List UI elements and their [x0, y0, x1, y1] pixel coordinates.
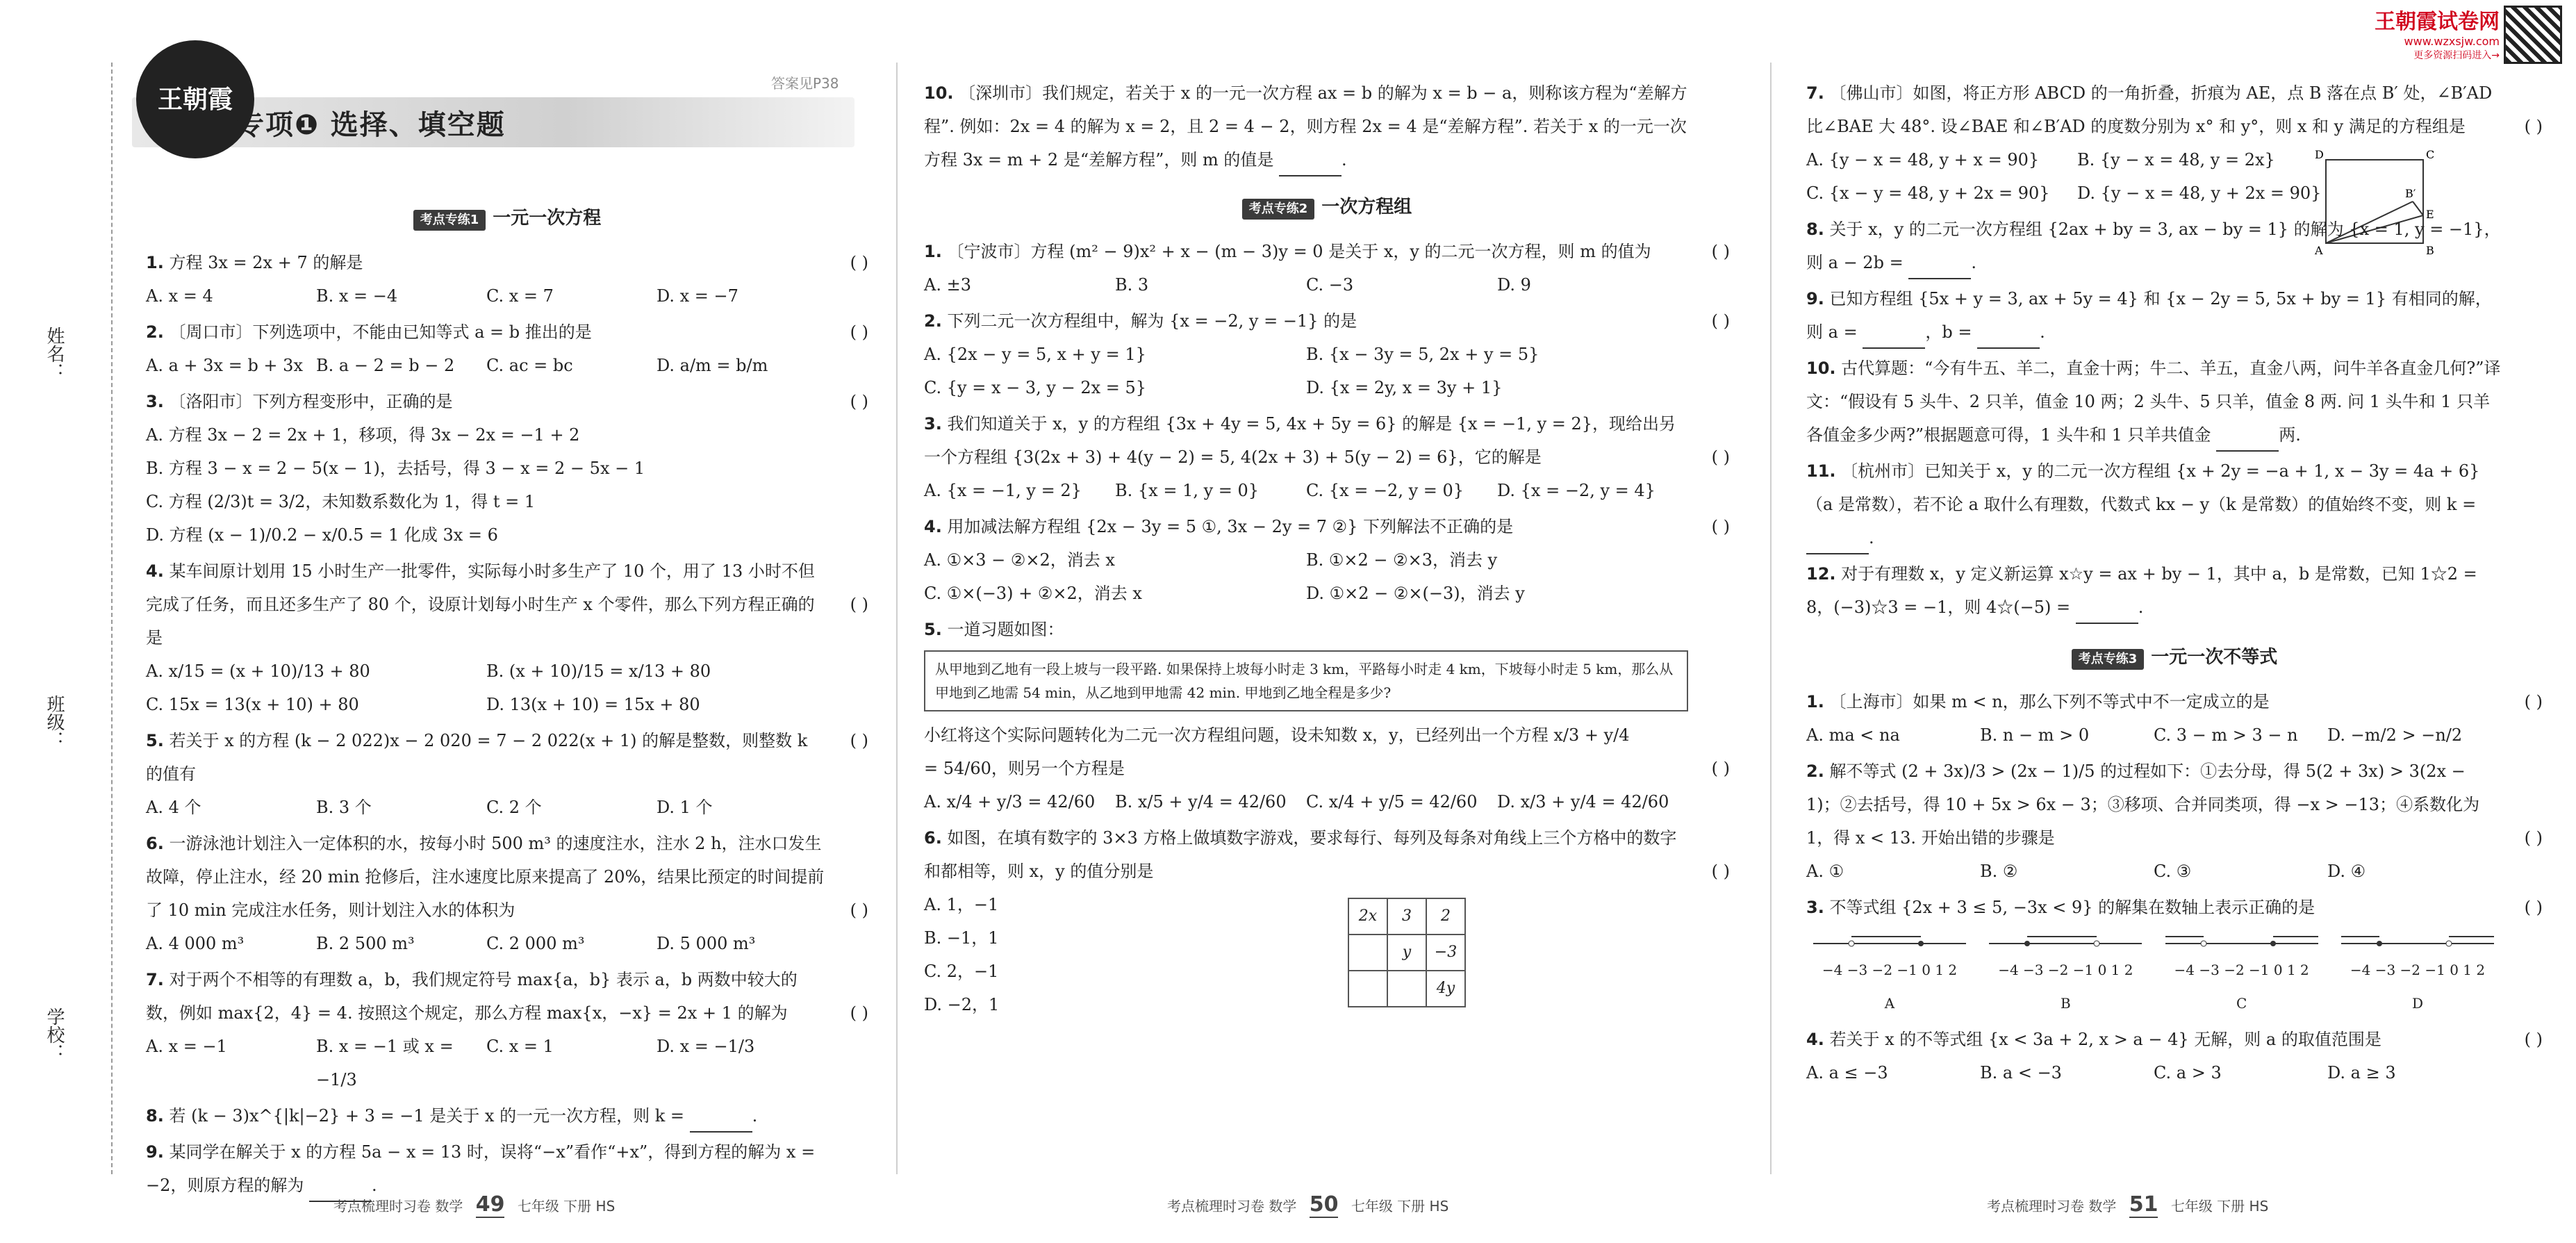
number-line-c[interactable]: −4 −3 −2 −1 0 1 2 C: [2158, 930, 2325, 1020]
page-footer: 考点梳理时习卷 数学 51 七年级 下册 HS: [1987, 1192, 2269, 1217]
option-a[interactable]: A. 方程 3x − 2 = 2x + 1，移项，得 3x − 2x = −1 + 2: [146, 425, 580, 445]
page-50: [889, 0, 1765, 1243]
option-c[interactable]: C. x = 1: [486, 1037, 554, 1056]
question-9: 9. 某同学在解关于 x 的方程 5a − x = 13 时，误将“−x”看作“+x”，得到方程的解为 x = −2，则原方程的解为 .: [146, 1135, 868, 1202]
answer-blank-a[interactable]: [1863, 329, 1925, 349]
grid-cell: 3: [1387, 898, 1426, 935]
section-2-header: [924, 190, 1730, 224]
s3-question-1: 1. 〔上海市〕如果 m < n，那么下列不等式中不一定成立的是 ( ) A. ma < na B. n − m > 0 C. 3 − m > 3 − n D. −m/2 > −n/2: [1806, 685, 2543, 752]
section-tag: 考点专练1: [413, 210, 486, 231]
label-b-prime: B′: [2405, 187, 2416, 200]
number-line-d[interactable]: −4 −3 −2 −1 0 1 2 D: [2334, 930, 2501, 1020]
side-label-school: 学校：: [44, 1007, 65, 1062]
option-b[interactable]: B. 2 500 m³: [316, 934, 415, 953]
question-11: 11. 〔杭州市〕已知关于 x，y 的二元一次方程组 {x + 2y = −a + 1, x − 3y = 4a + 6}（a 是常数），若不论 a 取什么有理数，代数式 kx − y（k 是常数）的值始终不变，则 k = .: [1806, 454, 2543, 554]
option-b[interactable]: B. 3: [1115, 275, 1149, 295]
s3-question-2: 2. 解不等式 (2 + 3x)/3 > (2x − 1)/5 的过程如下：①去分母，得 5(2 + 3x) > 3(2x − 1)；②去括号，得 10 + 5x > 6x − 3；③移项、合并同类项，得 −x > −13；④系数化为 1，得 x < 13. 开始出错的步骤是 ( ) A. ① B. ② C. ③ D. ④: [1806, 755, 2543, 888]
option-d[interactable]: D. −m/2 > −n/2: [2327, 725, 2463, 745]
question-7: 7. 对于两个不相等的有理数 a，b，我们规定符号 max{a，b} 表示 a，b 两数中较大的数，例如 max{2，4} = 4. 按照这个规定，那么方程 max{x，−x} = 2x + 1 的解为 ( ) A. x = −1 B. x = −1 或 x = −1/3 C. x = 1 D. x = −1/3: [146, 963, 868, 1096]
option-c[interactable]: C. 3 − m > 3 − n: [2154, 725, 2298, 745]
question-8: 8. 若 (k − 3)x^{|k|−2} + 3 = −1 是关于 x 的一元一次方程，则 k = .: [146, 1099, 868, 1133]
option-d[interactable]: D. a ≥ 3: [2327, 1063, 2396, 1083]
answer-paren[interactable]: ( ): [850, 253, 868, 272]
grid-cell: 4y: [1426, 971, 1465, 1007]
option-c[interactable]: C. 15x = 13(x + 10) + 80: [146, 695, 359, 714]
option-c[interactable]: C. {x − y = 48, y + 2x = 90}: [1806, 183, 2050, 203]
option-b[interactable]: B. 方程 3 − x = 2 − 5(x − 1)，去括号，得 3 − x = 2 − 5x − 1: [146, 459, 645, 478]
answer-blank-b[interactable]: [1977, 329, 2040, 349]
question-2: 2. 下列二元一次方程组中，解为 {x = −2, y = −1} 的是 ( ) A. {2x − y = 5, x + y = 1} B. {x − 3y = 5, 2x + y = 5} C. {y = x − 3, y − 2x = 5} D. {x = 2y, x = 3y + 1}: [924, 304, 1730, 404]
answer-blank[interactable]: [690, 1113, 752, 1133]
answer-blank[interactable]: [2216, 432, 2279, 452]
answer-paren[interactable]: ( ): [2524, 692, 2543, 711]
option-d[interactable]: D. −2，1: [924, 995, 1000, 1014]
grid-cell: [1387, 971, 1426, 1007]
option-d[interactable]: D. 1 个: [657, 798, 713, 817]
question-3: 3. 我们知道关于 x，y 的方程组 {3x + 4y = 5, 4x + 5y = 6} 的解是 {x = −1, y = 2}，现给出另一个方程组 {3(2x + 3) + 4(y − 2) = 5, 4(2x + 3) + 5(y − 2) = 6}，它的解是 ( ) A. {x = −1, y = 2} B. {x = 1, y = 0} C. {x = −2, y = 0} D. {x = −2, y = 4}: [924, 407, 1730, 507]
grid-cell: y: [1387, 935, 1426, 971]
question-5: 5. 一道习题如图： 从甲地到乙地有一段上坡与一段平路. 如果保持上坡每小时走 3 km，平路每小时走 4 km，下坡每小时走 5 km，那么从甲地到乙地需 54 min，从乙地到甲地需 42 min. 甲地到乙地全程是多少? 小红将这个实际问题转化为二元一次方程组问题，设未知数 x，y，已经列出一个方程 x/3 + y/4 = 54/60，则另一个方程是 ( ) A. x/4 + y/3 = 42/60 B. x/5 + y/4 = 42/60 C. x/4 + y/5 = 42/60 D. x/3 + y/4 = 42/60: [924, 613, 1730, 818]
page-number: 50: [1309, 1192, 1339, 1217]
page-50-content: [924, 76, 1730, 1024]
option-d[interactable]: D. {y − x = 48, y + 2x = 90}: [2077, 183, 2322, 203]
answer-paren[interactable]: ( ): [1711, 759, 1730, 778]
option-a[interactable]: A. x = −1: [146, 1037, 227, 1056]
answer-paren[interactable]: ( ): [2524, 898, 2543, 917]
brand-header: [2375, 4, 2500, 62]
page-49: [0, 0, 889, 1243]
option-d[interactable]: D. 13(x + 10) = 15x + 80: [486, 695, 700, 714]
answer-paren[interactable]: ( ): [1711, 517, 1730, 536]
question-3: 3. 〔洛阳市〕下列方程变形中，正确的是 ( ) A. 方程 3x − 2 = 2x + 1，移项，得 3x − 2x = −1 + 2 B. 方程 3 − x = 2 − 5(x − 1)，去括号，得 3 − x = 2 − 5x − 1 C. 方程 (2/3)t = 3/2，未知数系数化为 1，得 t = 1 D. 方程 (x − 1)/0.2 − x/0.5 = 1 化成 3x = 6: [146, 385, 868, 552]
label-a: A: [2315, 244, 2323, 257]
option-c[interactable]: C. {y = x − 3, y − 2x = 5}: [924, 378, 1147, 397]
option-c[interactable]: C. x/4 + y/5 = 42/60: [1306, 792, 1478, 812]
question-2: 2. 〔周口市〕下列选项中，不能由已知等式 a = b 推出的是 ( ) A. a + 3x = b + 3x B. a − 2 = b − 2 C. ac = bc D. a/m = b/m: [146, 315, 868, 382]
option-b[interactable]: B. x = −1 或 x = −1/3: [316, 1037, 454, 1089]
question-4: 4. 用加减法解方程组 {2x − 3y = 5 ①, 3x − 2y = 7 ②} 下列解法不正确的是 ( ) A. ①×3 − ②×2，消去 x B. ①×2 − ②×3，消去 y C. ①×(−3) + ②×2，消去 x D. ①×2 − ②×(−3)，消去 y: [924, 510, 1730, 610]
option-c[interactable]: C. {x = −2, y = 0}: [1306, 481, 1464, 500]
page-51: [1765, 0, 2576, 1243]
option-c[interactable]: C. ③: [2154, 862, 2192, 881]
question-4: 4. 某车间原计划用 15 小时生产一批零件，实际每小时多生产了 10 个，用了 13 小时不但完成了任务，而且还多生产了 80 个，设原计划每小时生产 x 个零件，那么下列方程正确的是 ( ) A. x/15 = (x + 10)/13 + 80 B. (x + 10)/15 = x/13 + 80 C. 15x = 13(x + 10) + 80 D. 13(x + 10) = 15x + 80: [146, 554, 868, 721]
option-a[interactable]: A. ①: [1806, 862, 1844, 881]
option-b[interactable]: B. {x − 3y = 5, 2x + y = 5}: [1306, 345, 1539, 364]
option-a[interactable]: A. ma < na: [1806, 725, 1900, 745]
option-b[interactable]: B. ②: [1980, 862, 2018, 881]
option-a[interactable]: A. ①×3 − ②×2，消去 x: [924, 550, 1115, 570]
answer-paren[interactable]: ( ): [2524, 828, 2543, 848]
page-49-content: [146, 195, 868, 1205]
option-b[interactable]: B. (x + 10)/15 = x/13 + 80: [486, 661, 711, 681]
option-d[interactable]: D. 9: [1497, 275, 1531, 295]
question-5: 5. 若关于 x 的方程 (k − 2 022)x − 2 020 = 7 − 2 022(x + 1) 的解是整数，则整数 k 的值有 ( ) A. 4 个 B. 3 个 C. 2 个 D. 1 个: [146, 724, 868, 824]
option-d[interactable]: D. ④: [2327, 862, 2366, 881]
s3-question-4: 4. 若关于 x 的不等式组 {x < 3a + 2, x > a − 4} 无解，则 a 的取值范围是 ( ) A. a ≤ −3 B. a < −3 C. a > 3 D. a ≥ 3: [1806, 1023, 2543, 1089]
option-b[interactable]: B. {y − x = 48, y = 2x}: [2077, 150, 2275, 170]
option-b[interactable]: B. {x = 1, y = 0}: [1115, 481, 1260, 500]
answer-blank[interactable]: [1908, 260, 1971, 279]
question-1: 1. 方程 3x = 2x + 7 的解是 ( ) A. x = 4 B. x = −4 C. x = 7 D. x = −7: [146, 246, 868, 313]
option-a[interactable]: A. ±3: [924, 275, 971, 295]
answer-paren[interactable]: ( ): [850, 322, 868, 342]
question-10: 10. 〔深圳市〕我们规定，若关于 x 的一元一次方程 ax = b 的解为 x = b − a，则称该方程为“差解方程”. 例如：2x = 4 的解为 x = 2，且 2 = 4 − 2，则方程 2x = 4 是“差解方程”. 若关于 x 的一元一次方程 3x = m + 2 是“差解方程”，则 m 的值是 .: [924, 76, 1730, 176]
option-a[interactable]: A. 4 个: [146, 798, 201, 817]
option-b[interactable]: B. a < −3: [1980, 1063, 2062, 1083]
option-b[interactable]: B. a − 2 = b − 2: [316, 356, 455, 375]
answer-paren[interactable]: ( ): [2524, 117, 2543, 136]
option-c[interactable]: C. −3: [1306, 275, 1354, 295]
question-10: 10. 古代算题：“今有牛五、羊二，直金十两；牛二、羊五，直金八两，问牛羊各直金几何?”译文：“假设有 5 头牛、2 只羊，值金 10 两；2 头牛、5 只羊，值金 8 两. 问 1 头牛和 1 只羊各值金多少两?”根据题意可得，1 头牛和 1 只羊共值金 两.: [1806, 352, 2543, 452]
answer-blank[interactable]: [2076, 604, 2138, 624]
page-footer: 考点梳理时习卷 数学 49 七年级 下册 HS: [333, 1192, 616, 1217]
binding-line: [111, 63, 113, 1174]
label-b: B: [2426, 244, 2434, 257]
answer-blank[interactable]: [1279, 157, 1341, 176]
option-a[interactable]: A. x = 4: [146, 286, 213, 306]
section-1-header: [146, 201, 868, 235]
qr-code-icon[interactable]: [2504, 6, 2562, 64]
grid-cell: [1348, 935, 1387, 971]
option-b[interactable]: B. x/5 + y/4 = 42/60: [1115, 792, 1287, 812]
number-line-graphic: [1810, 930, 1970, 953]
option-c[interactable]: C. ①×(−3) + ②×2，消去 x: [924, 584, 1142, 603]
option-d[interactable]: D. 5 000 m³: [657, 934, 756, 953]
option-a[interactable]: A. 4 000 m³: [146, 934, 245, 953]
question-7: 7. 〔佛山市〕如图，将正方形 ABCD 的一角折叠，折痕为 AE，点 B 落在点 B′ 处，∠B′AD 比∠BAE 大 48°. 设∠BAE 和∠B′AD 的度数分别为 x° 和 y°，则 x 和 y 满足的方程组是 ( ) A. {y − x = 48, y + x = 90} B. {y − x = 48, y = 2x} C. {x − y = 48, y + 2x = 90} D. {y − x = 48, y + 2x = 90}: [1806, 76, 2543, 210]
side-label-name: 姓名：: [44, 327, 65, 381]
option-d[interactable]: D. {x = 2y, x = 3y + 1}: [1306, 378, 1503, 397]
grid-cell: [1348, 971, 1387, 1007]
option-a[interactable]: A. x/15 = (x + 10)/13 + 80: [146, 661, 370, 681]
option-a[interactable]: A. x/4 + y/3 = 42/60: [924, 792, 1096, 812]
option-b[interactable]: B. ①×2 − ②×3，消去 y: [1306, 550, 1498, 570]
page-51-content: [1806, 76, 2543, 1092]
page-title: 专项❶ 选择、填空题: [236, 109, 506, 141]
brand-url[interactable]: www.wzxsjw.com: [2404, 35, 2500, 48]
option-b[interactable]: B. 3 个: [316, 798, 372, 817]
label-e: E: [2426, 208, 2434, 221]
section-3-header: [1806, 641, 2543, 674]
option-c[interactable]: C. a > 3: [2154, 1063, 2222, 1083]
option-b[interactable]: B. −1，1: [924, 928, 999, 948]
page-number: 51: [2129, 1192, 2158, 1217]
option-a[interactable]: A. {2x − y = 5, x + y = 1}: [924, 345, 1146, 364]
option-a[interactable]: A. a ≤ −3: [1806, 1063, 1888, 1083]
answer-reference: 答案见P38: [771, 75, 839, 92]
section-tag: 考点专练3: [2072, 649, 2145, 670]
answer-paren[interactable]: ( ): [1711, 862, 1730, 881]
option-c[interactable]: C. x = 7: [486, 286, 554, 306]
question-6: 6. 一游泳池计划注入一定体积的水，按每小时 500 m³ 的速度注水，注水 2 h，注水口发生故障，停止注水，经 20 min 抢修后，注水速度比原来提高了 20%，结果比预定的时间提前了 10 min 完成注水任务，则计划注入水的体积为 ( ) A. 4 000 m³ B. 2 500 m³ C. 2 000 m³ D. 5 000 m³: [146, 827, 868, 960]
answer-paren[interactable]: ( ): [1711, 242, 1730, 261]
option-d[interactable]: D. x = −7: [657, 286, 738, 306]
number-line-b[interactable]: −4 −3 −2 −1 0 1 2 B: [1982, 930, 2149, 1020]
option-d[interactable]: D. a/m = b/m: [657, 356, 768, 375]
answer-paren[interactable]: ( ): [850, 392, 868, 411]
section-title: 一次方程组: [1321, 197, 1412, 217]
question-8: 8. 关于 x，y 的二元一次方程组 {2ax + by = 3, ax − by = 1} 的解为 {x = 1, y = −1}，则 a − 2b = .: [1806, 213, 2543, 279]
section-tag: 考点专练2: [1242, 199, 1315, 220]
brand-name: 王朝霞试卷网: [2375, 10, 2500, 34]
option-d[interactable]: D. x/3 + y/4 = 42/60: [1497, 792, 1669, 812]
grid-cell: 2x: [1348, 898, 1387, 935]
answer-paren[interactable]: ( ): [850, 731, 868, 750]
option-c[interactable]: C. 2，−1: [924, 962, 999, 981]
option-d[interactable]: D. ①×2 − ②×(−3)，消去 y: [1306, 584, 1525, 603]
side-label-class: 班级：: [44, 695, 65, 749]
magic-square-grid: [1348, 898, 1466, 1007]
option-a[interactable]: A. {y − x = 48, y + x = 90}: [1806, 150, 2040, 170]
grid-cell: −3: [1426, 935, 1465, 971]
number-line-graphic: [2338, 930, 2497, 953]
answer-paren[interactable]: ( ): [850, 1003, 868, 1023]
answer-blank[interactable]: [1806, 535, 1869, 554]
number-line-options: [1806, 930, 2501, 1020]
option-c[interactable]: C. ac = bc: [486, 356, 573, 375]
label-c: C: [2426, 148, 2435, 161]
option-a[interactable]: A. a + 3x = b + 3x: [146, 356, 303, 375]
question-6: 6. 如图，在填有数字的 3×3 方格上做填数字游戏，要求每行、每列及每条对角线上三个方格中的数字和都相等，则 x，y 的值分别是 ( ) 2x 3 2 y −3 4y A. 1，−1 B. −1，1 C. 2，−1 D. −2，1: [924, 821, 1730, 1021]
option-a[interactable]: A. {x = −1, y = 2}: [924, 481, 1082, 500]
page-footer: 考点梳理时习卷 数学 50 七年级 下册 HS: [1167, 1192, 1449, 1217]
option-a[interactable]: A. 1，−1: [924, 895, 999, 914]
answer-paren[interactable]: ( ): [2524, 1030, 2543, 1049]
answer-paren[interactable]: ( ): [850, 595, 868, 614]
option-c[interactable]: C. 2 000 m³: [486, 934, 585, 953]
option-c[interactable]: C. 2 个: [486, 798, 542, 817]
s3-question-3: 3. 不等式组 {2x + 3 ≤ 5, −3x < 9} 的解集在数轴上表示正确的是 ( ) −4 −3 −2 −1 0 1 2 A −4 −3 −2 −1 0 1 2 B −4 −3 −2 −1 0 1 2 C −4 −3 −2 −1 0 1 2 D: [1806, 891, 2543, 1020]
question-12: 12. 对于有理数 x，y 定义新运算 x☆y = ax + by − 1，其中 a，b 是常数，已知 1☆2 = 8，(−3)☆3 = −1，则 4☆(−5) = .: [1806, 557, 2543, 624]
option-d[interactable]: D. 方程 (x − 1)/0.2 − x/0.5 = 1 化成 3x = 6: [146, 525, 498, 545]
option-d[interactable]: D. {x = −2, y = 4}: [1497, 481, 1656, 500]
option-b[interactable]: B. n − m > 0: [1980, 725, 2090, 745]
label-d: D: [2315, 148, 2324, 161]
page-number: 49: [475, 1192, 505, 1217]
brand-logo: 王朝霞: [136, 40, 254, 158]
option-b[interactable]: B. x = −4: [316, 286, 398, 306]
question-9: 9. 已知方程组 {5x + y = 3, ax + 5y = 4} 和 {x − 2y = 5, 5x + by = 1} 有相同的解，则 a = ，b = .: [1806, 282, 2543, 349]
number-line-graphic: [1985, 930, 2145, 953]
option-c[interactable]: C. 方程 (2/3)t = 3/2，未知数系数化为 1，得 t = 1: [146, 492, 536, 511]
brand-slogan: 更多资源扫码进入→: [2413, 50, 2500, 61]
number-line-graphic: [2162, 930, 2322, 953]
answer-paren[interactable]: ( ): [1711, 311, 1730, 331]
problem-box: 从甲地到乙地有一段上坡与一段平路. 如果保持上坡每小时走 3 km，平路每小时走 4 km，下坡每小时走 5 km，那么从甲地到乙地需 54 min，从乙地到甲地需 42 min. 甲地到乙地全程是多少?: [924, 650, 1688, 711]
section-title: 一元一次方程: [493, 208, 602, 229]
question-1: 1. 〔宁波市〕方程 (m² − 9)x² + x − (m − 3)y = 0 是关于 x，y 的二元一次方程，则 m 的值为 ( ) A. ±3 B. 3 C. −3 D. 9: [924, 235, 1730, 302]
answer-paren[interactable]: ( ): [1711, 447, 1730, 467]
number-line-a[interactable]: −4 −3 −2 −1 0 1 2 A: [1806, 930, 1973, 1020]
answer-paren[interactable]: ( ): [850, 900, 868, 920]
option-d[interactable]: D. x = −1/3: [657, 1037, 755, 1056]
grid-cell: 2: [1426, 898, 1465, 935]
section-title: 一元一次不等式: [2151, 647, 2278, 668]
